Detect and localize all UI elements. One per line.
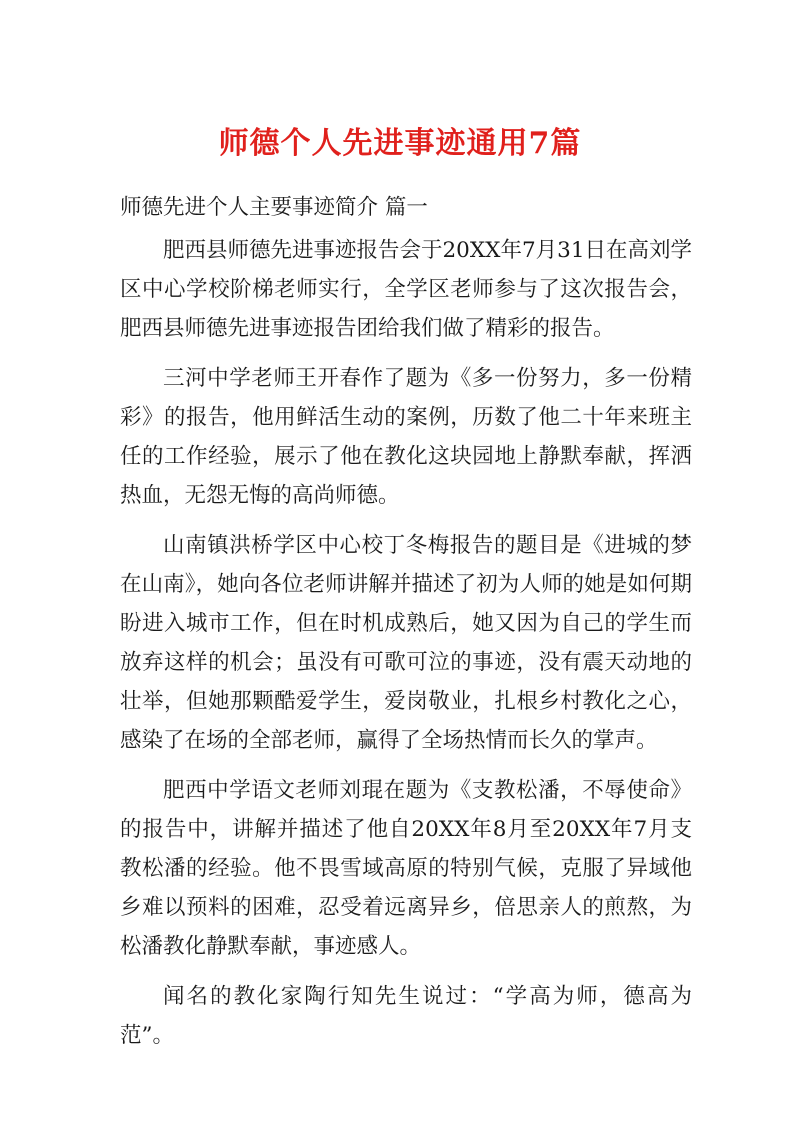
document-body [120, 188, 692, 1066]
paragraph: 三河中学老师王开春作了题为《多一份努力，多一份精彩》的报告，他用鲜活生动的案例，历数了他二十年来班主任的工作经验，展示了他在教化这块园地上静默奉献，挥洒热血，无怨无悔的高尚师德。 [120, 366, 692, 508]
document-title: 师德个人先进事迹通用7篇 [218, 126, 582, 161]
paragraph: 闻名的教化家陶行知先生说过：“学高为师，德高为范”。 [120, 984, 692, 1048]
paragraph: 山南镇洪桥学区中心校丁冬梅报告的题目是《进城的梦在山南》，她向各位老师讲解并描述了初为人师的她是如何期盼进入城市工作，但在时机成熟后，她又因为自己的学生而放弃这样的机会；虽没有可歌可泣的事迹，没有震天动地的壮举，但她那颗酷爱学生，爱岗敬业，扎根乡村教化之心，感染了在场的全部老师，赢得了全场热情而长久的掌声。 [120, 533, 692, 753]
paragraph: 肥西中学语文老师刘琨在题为《支教松潘，不辱使命》的报告中，讲解并描述了他自20XX年8月至20XX年7月支教松潘的经验。他不畏雪域高原的特别气候，克服了异域他乡难以预料的困难，忍受着远离异乡，倍思亲人的煎熬，为松潘教化静默奉献，事迹感人。 [120, 778, 692, 959]
paragraph: 肥西县师德先进事迹报告会于20XX年7月31日在高刘学区中心学校阶梯老师实行，全学区老师参与了这次报告会，肥西县师德先进事迹报告团给我们做了精彩的报告。 [120, 238, 693, 341]
section-heading: 师德先进个人主要事迹简介 篇一 [120, 195, 428, 220]
